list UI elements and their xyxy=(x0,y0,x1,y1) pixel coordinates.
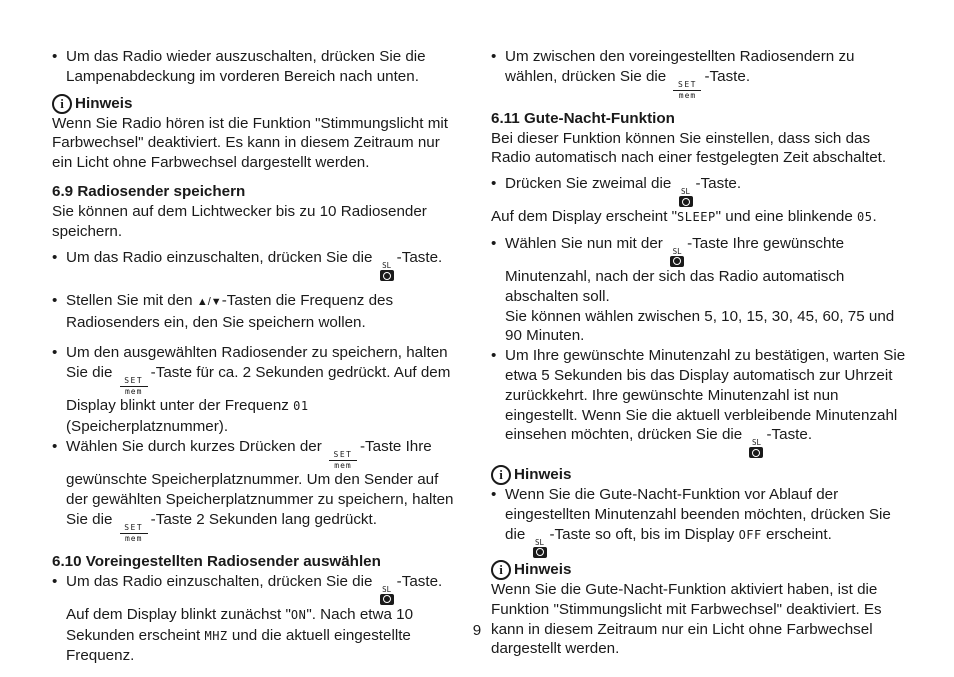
hint-label: Hinweis xyxy=(75,94,133,112)
left-column xyxy=(52,47,464,666)
sl-label: SL xyxy=(751,438,761,448)
text-span: . xyxy=(872,208,877,226)
text-span: Um den ausgewählten Radiosender zu speichern, halten Sie die xyxy=(66,343,448,381)
set-label: SET xyxy=(333,450,353,460)
sl-label: SL xyxy=(382,584,392,594)
up-down-arrow-icon: ▲/▼ xyxy=(196,296,222,309)
text-span: Um zwischen den voreingestellten Radiosendern zu wählen, drücken Sie die xyxy=(505,48,855,85)
text-span: -Taste so oft, bis im Display xyxy=(549,525,739,543)
lcd-text: SLEEP xyxy=(677,210,716,225)
text-span: Stellen Sie mit den xyxy=(66,292,197,310)
hint-text: Wenn Sie Radio hören ist die Funktion "Stimmungslicht mit Farbwechsel" deaktiviert. Es kann in diesem Zeitraum nur ein Licht ohne Farbwechsel dargestellt werden. xyxy=(52,114,448,172)
text-span: -Taste. Auf dem Display blinkt zunächst " xyxy=(66,572,443,623)
page-number: 9 xyxy=(472,622,482,639)
list-item xyxy=(52,343,464,436)
sl-clock-key-icon xyxy=(379,586,395,605)
lcd-text: MHZ xyxy=(204,628,228,643)
set-label: SET xyxy=(124,375,144,385)
info-icon: i xyxy=(491,465,511,485)
display-note xyxy=(491,207,907,228)
sl-label: SL xyxy=(534,537,545,547)
text-span: Auf dem Display erscheint " xyxy=(491,208,678,226)
set-label: SET xyxy=(678,79,697,89)
text-span: -Taste. xyxy=(704,67,751,85)
text-span: ". Nach etwa 10 Sekunden erscheint xyxy=(66,605,414,644)
section-heading-6-10: 6.10 Voreingestellten Radiosender auswählen xyxy=(52,552,381,570)
set-label: SET xyxy=(124,522,144,532)
text-span: Wählen Sie nun mit der xyxy=(505,234,668,252)
list-item xyxy=(52,291,464,333)
mem-label: mem xyxy=(334,461,352,471)
text-span: Um das Radio einzuschalten, drücken Sie die xyxy=(66,249,377,267)
text-span: Um das Radio einzuschalten, drücken Sie die xyxy=(66,572,377,590)
list-item xyxy=(491,174,907,207)
sl-clock-key-icon xyxy=(669,248,685,267)
text-span: -Taste Ihre gewünschte Speicherplatznummer. Um den Sender auf der gewählten Speicherplatznummer zu speichern, halten Sie die xyxy=(66,438,454,528)
text-span: erscheint. xyxy=(761,525,832,543)
text-span: Wenn Sie die Gute-Nacht-Funktion vor Ablauf der eingestellten Minutenzahl beenden möchten, drücken Sie die xyxy=(505,486,891,543)
list-item xyxy=(52,572,464,666)
hint-label: Hinweis xyxy=(514,561,572,579)
text-span: -Taste für ca. 2 Sekunden gedrückt. Auf dem Display blinkt unter der Frequenz xyxy=(66,363,451,414)
hint-heading xyxy=(491,560,907,580)
list-item-note: Sie können wählen zwischen 5, 10, 15, 30, 45, 60, 75 und 90 Minuten. xyxy=(505,307,895,345)
lcd-text: ON xyxy=(290,607,307,622)
text-span: -Taste. xyxy=(396,249,443,267)
section-heading-6-11: 6.11 Gute-Nacht-Funktion xyxy=(491,109,675,127)
text-span: -Taste 2 Sekunden lang gedrückt. xyxy=(150,510,377,528)
list-item xyxy=(52,437,464,543)
set-mem-key-icon xyxy=(328,451,358,470)
set-mem-key-icon xyxy=(672,81,702,100)
text-span: Drücken Sie zweimal die xyxy=(505,175,676,193)
lcd-text: 05 xyxy=(857,210,873,225)
set-mem-key-icon xyxy=(119,377,149,396)
info-icon: i xyxy=(52,94,72,114)
sl-clock-key-icon xyxy=(379,262,395,281)
sl-clock-key-icon xyxy=(678,188,694,207)
text-span: Um Ihre gewünschte Minutenzahl zu bestätigen, warten Sie etwa 5 Sekunden bis das Display automatisch zur Uhrzeit zurückkehrt. Ihre gewünschte Minutenzahl ist nun eingestellt. Wenn Sie die aktuell verbleibende Minutenzahl einsehen möchten, drücken Sie die xyxy=(505,347,906,444)
list-item xyxy=(52,248,464,281)
text-span: -Taste. xyxy=(695,175,742,193)
section-intro: Sie können auf dem Lichtwecker bis zu 10 Radiosender speichern. xyxy=(52,202,427,240)
hint-text: Wenn Sie die Gute-Nacht-Funktion aktiviert haben, ist die Funktion "Stimmungslicht mit Farbwechsel" deaktiviert. Es kann in diesem Zeitraum nur ein Licht ohne Farbwechsel dargestellt werden. xyxy=(491,580,882,658)
hint-label: Hinweis xyxy=(514,466,572,484)
list-item xyxy=(491,346,907,458)
section-heading-6-9: 6.9 Radiosender speichern xyxy=(52,182,246,200)
lcd-text: 01 xyxy=(293,398,309,413)
mem-label: mem xyxy=(124,386,143,396)
set-mem-key-icon xyxy=(119,524,149,543)
lcd-text: OFF xyxy=(738,527,762,542)
sl-label: SL xyxy=(681,187,691,197)
text-span: und die aktuell eingestellte Frequenz. xyxy=(66,626,411,665)
info-icon: i xyxy=(491,560,511,580)
hint-heading xyxy=(491,465,907,485)
list-item: • Um das Radio wieder auszuschalten, drücken Sie die Lampenabdeckung im vorderen Bereich nach unten. xyxy=(52,47,464,87)
text-span: Wählen Sie durch kurzes Drücken der xyxy=(66,438,326,456)
text-span: " und eine blinkende xyxy=(715,208,858,226)
section-intro: Bei dieser Funktion können Sie einstellen, dass sich das Radio automatisch nach einer festgelegten Zeit abschaltet. xyxy=(491,129,887,167)
sl-label: SL xyxy=(672,246,682,256)
text-span: -Taste. xyxy=(766,426,813,444)
list-item xyxy=(491,234,907,307)
sl-label: SL xyxy=(382,261,392,271)
sl-clock-key-icon xyxy=(532,539,548,558)
text-span: -Taste Ihre gewünschte Minutenzahl, nach der sich das Radio automatisch abschalten soll. xyxy=(505,234,845,305)
list-item xyxy=(491,485,907,558)
sl-clock-key-icon xyxy=(748,439,764,458)
text-span: (Speicherplatznummer). xyxy=(66,417,229,435)
mem-label: mem xyxy=(124,533,143,543)
hint-heading xyxy=(52,94,464,114)
list-item xyxy=(491,47,907,100)
right-column xyxy=(491,47,907,659)
mem-label: mem xyxy=(678,90,697,100)
text-span: -Tasten die Frequenz des Radiosenders ein, den Sie speichern wollen. xyxy=(66,292,394,332)
